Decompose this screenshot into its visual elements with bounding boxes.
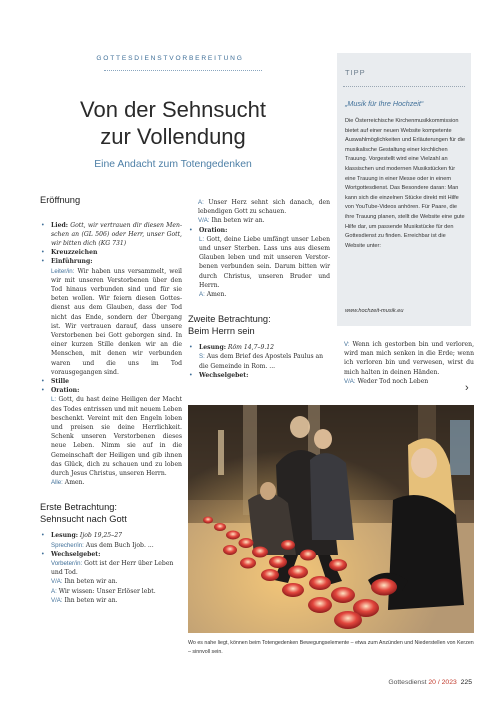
speaker-a: A:	[198, 199, 204, 206]
continue-arrow-icon[interactable]: ›	[465, 382, 469, 394]
speaker-vorbeter: Vorbeter/in:	[51, 560, 83, 567]
section-kicker: GOTTESDIENSTVORBEREITUNG	[96, 55, 244, 62]
oration-label: Oration:	[51, 387, 80, 395]
speaker-l: L:	[199, 235, 205, 243]
weder-tod-text: Weder Tod noch Leben	[357, 377, 429, 385]
tip-url[interactable]: www.hochzeit-musik.eu	[345, 308, 404, 314]
paragraph-herz	[188, 198, 330, 226]
list-item-stille	[40, 377, 182, 386]
kreuzzeichen-label: Kreuzzeichen	[51, 249, 98, 257]
erste-heading-line-2: Sehnsucht nach Gott	[40, 513, 127, 524]
column-middle	[188, 198, 330, 380]
page-title	[40, 96, 306, 150]
lesung-reference: Ijob 19,25–27	[79, 532, 122, 540]
response-line: Ihn beten wir an.	[64, 596, 118, 604]
speaker-alle: Alle:	[51, 479, 63, 487]
oration-text: Gott, du hast deine Heiligen der Macht des Todes entrissen und mit neuem Leben beschenkt. Vereint mit den Engeln loben und preisen sie deine Herrlichkeit. Schenk unseren Verstorbenen dieses neue Leben. Nimm sie auf in die Gemeinschaft der Heiligen und gib ihnen das Glück, dich zu schauen und zu loben durch Jesus Christus, unseren Herrn.	[51, 396, 183, 477]
photo-caption: Wo es nahe liegt, können beim Totengedenken Bewegungselemente – etwa zum Anzünden und Niederstellen von Kerzen – sinnvoll sein.	[188, 640, 474, 655]
middle-list	[188, 226, 330, 300]
speaker-a: A:	[51, 587, 57, 595]
response-line: Ihn beten wir an.	[211, 217, 265, 225]
response-line: Wir wissen: Unser Erlöser lebt.	[58, 587, 156, 595]
page-number: 225	[460, 679, 472, 686]
list-item-wechselgebet	[40, 550, 182, 605]
oration-label: Oration:	[199, 226, 228, 234]
issue-number: 20 / 2023	[428, 679, 457, 686]
heading-zweite-betrachtung	[188, 314, 330, 337]
tip-label: TIPP	[345, 68, 366, 77]
lied-label: Lied:	[51, 221, 68, 229]
erste-list	[40, 531, 182, 605]
magazine-name: Gottesdienst	[388, 679, 427, 686]
list-item-lesung-ijob	[40, 531, 182, 549]
lesung-label: Lesung:	[51, 532, 78, 540]
erste-heading-line-1: Erste Betrachtung:	[40, 502, 117, 513]
tip-title: „Musik für Ihre Hochzeit“	[345, 99, 424, 108]
zweite-heading-line-2: Beim Herrn sein	[188, 325, 255, 336]
speaker-s: S:	[199, 353, 205, 361]
zweite-list	[188, 343, 330, 380]
column-right-text	[344, 340, 474, 386]
speaker-leiter: Leiter/in:	[51, 267, 75, 275]
wechselgebet-label: Wechselgebet:	[51, 550, 101, 558]
einfuehrung-text: Wir haben uns versammelt, weil wir mit unseren Verstorbenen über den Tod hinaus verbunden sind und für sie beten wollen. Wir feiern diesen Gottesdienst aus dem Glauben, dass der Tod nicht das Ende, sondern der Übergang ist. Wir vertrauen darauf, dass unsere Verstorbenen bei Gott geborgen sind. In einer kurzen Stille denken wir an die Menschen, mit denen wir verbunden waren und die uns im Tod vorausgegangen sind.	[51, 267, 182, 376]
lesung-text: Aus dem Buch Ijob. ...	[85, 541, 154, 549]
lesung-label: Lesung:	[199, 344, 226, 352]
speaker-va: V/A:	[344, 377, 356, 385]
amen-response: Amen.	[206, 291, 227, 299]
lied-text: Gott, wir vertrauen dir diesen Menschen an (GL 506) oder Herr, unser Gott, wir bitten dich (KG 731)	[51, 221, 183, 247]
lesung-text: Aus dem Brief des Apostels Paulus an die Gemeinde in Rom. ...	[199, 353, 324, 370]
heading-erste-betrachtung	[40, 502, 182, 525]
list-item-kreuzzeichen	[40, 248, 182, 257]
heading-eroeffnung: Eröffnung	[40, 195, 81, 205]
response-line: Ihn beten wir an.	[64, 578, 118, 586]
list-item-oration	[40, 386, 182, 487]
herz-text: Unser Herz sehnt sich danach, den lebendigen Gott zu schauen.	[198, 199, 330, 216]
list-item-lesung-roem	[188, 343, 330, 371]
oration-text: Gott, deine Liebe umfängt unser Leben und unser Sterben. Lass uns aus diesem Glauben leben und mit unseren Verstorbenen verbunden sein. Darum bitten wir durch Christus, unseren Bruder und Herrn.	[199, 235, 331, 289]
vorbeter-text: Gott ist der Herr über Leben und Tod.	[51, 560, 174, 577]
eroeffnung-list	[40, 221, 182, 488]
einfuehrung-label: Einführung:	[51, 258, 93, 266]
page-subtitle: Eine Andacht zum Totengedenken	[94, 159, 252, 170]
title-line-1: Von der Sehnsucht	[80, 97, 266, 122]
speaker-v: V:	[344, 341, 350, 348]
kicker-divider	[104, 70, 262, 71]
tip-body: Die Österreichische Kirchenmusikkommission bietet auf einer neuen Website kompetente Auswahlmöglichkeiten und Erläuterungen für die musikalische Gestaltung einer kirchlichen Trauung. Vorgestellt wird eine Vielzahl an klassischen und modernen Musikstücken für eine Trauung in einer Messe oder in einem Wortgottesdienst. Das Besondere daran: Man kann sich die einzelnen Stücke direkt mit Hilfe von YouTube-Videos anhören. Für Paare, die ihre Trauung planen, stellt die Website eine gute Hilfe dar, um passende Musikstücke für den Gottesdienst zu finden. Erreichbar ist die Website unter:	[345, 118, 466, 249]
tip-divider	[343, 86, 465, 87]
speaker-a: A:	[199, 291, 205, 299]
page-footer	[388, 679, 472, 686]
list-item-wechselgebet	[188, 371, 330, 380]
title-line-2: zur Vollendung	[100, 124, 246, 149]
alle-response: Amen.	[64, 479, 85, 487]
column-left	[40, 195, 182, 605]
church-candles-illustration	[188, 405, 474, 633]
speaker-va: V/A:	[51, 596, 63, 604]
zweite-heading-line-1: Zweite Betrachtung:	[188, 314, 271, 325]
speaker-va: V/A:	[198, 217, 210, 225]
paragraph-gestorben	[344, 340, 474, 386]
lesung-reference: Röm 14,7–9.12	[227, 344, 275, 352]
list-item-lied	[40, 221, 182, 249]
stille-label: Stille	[51, 377, 70, 385]
candle-photo	[188, 405, 474, 633]
speaker-sprecher: Sprecher/in:	[51, 541, 84, 549]
gestorben-text: Wenn ich gestorben bin und verloren, wird man mich senken in die Erde; wenn ich verloren bin und verwesen, wirst du mich halten in deinen Händen.	[344, 341, 475, 376]
wechselgebet-label: Wechselgebet:	[199, 371, 249, 379]
speaker-va: V/A:	[51, 578, 63, 586]
list-item-oration-middle	[188, 226, 330, 300]
tip-box	[337, 53, 471, 326]
speaker-l: L:	[51, 396, 57, 404]
list-item-einfuehrung	[40, 257, 182, 377]
